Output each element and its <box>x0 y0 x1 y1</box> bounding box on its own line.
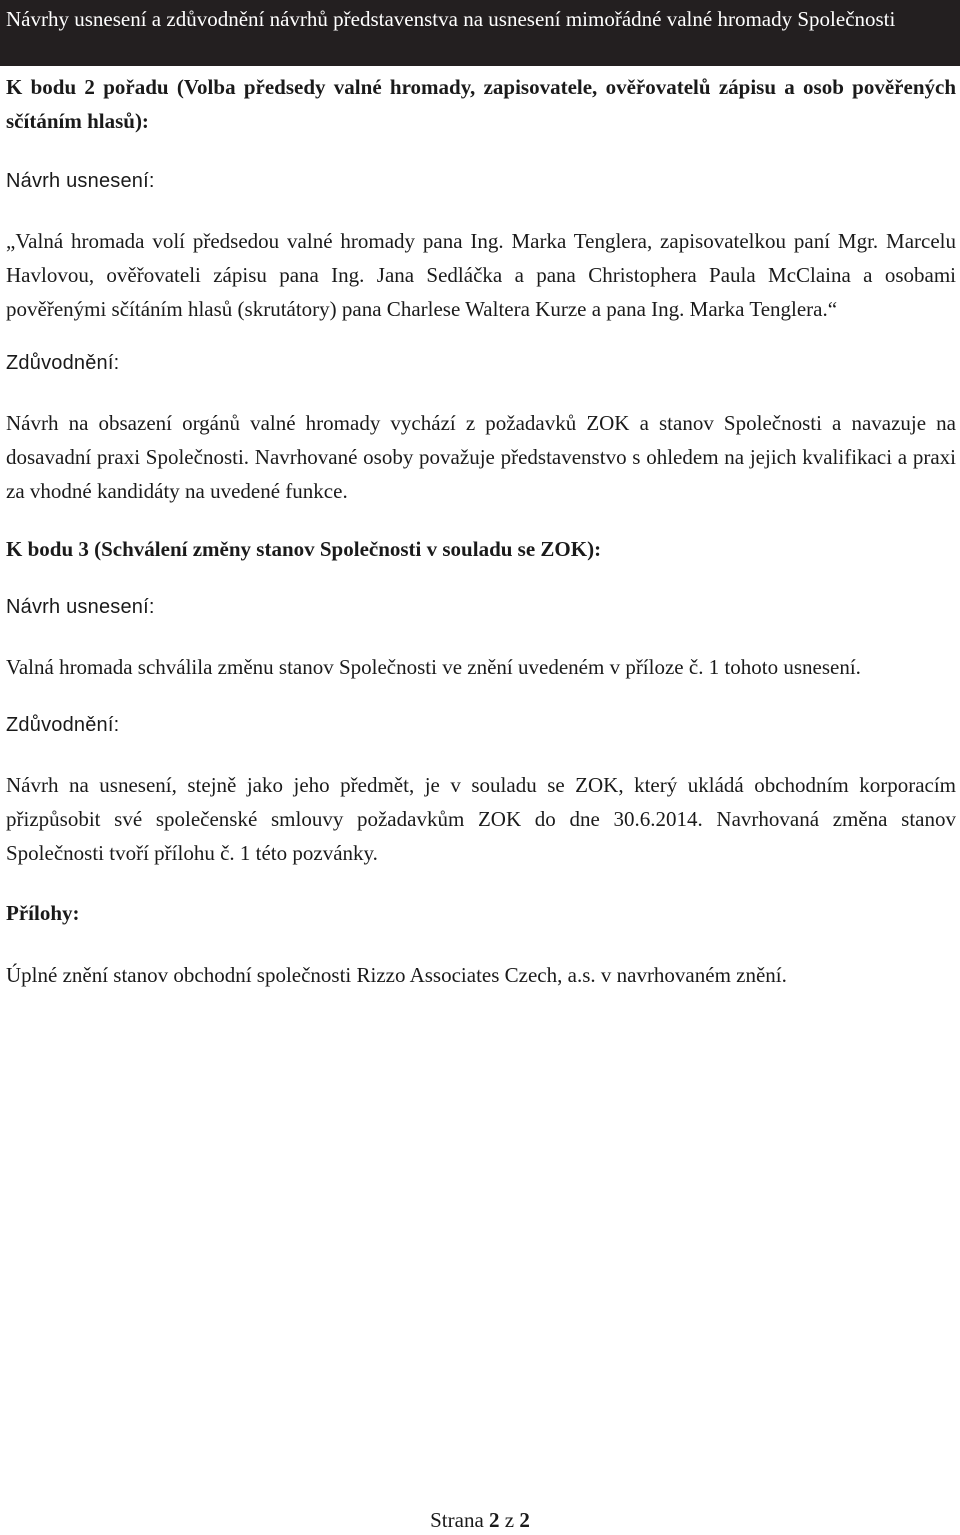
section-header-title: Návrhy usnesení a zdůvodnění návrhů představenstva na usnesení mimořádné valné hromady Společnosti <box>6 7 896 31</box>
item3-proposal-label: Návrh usnesení: <box>6 596 155 618</box>
item3-proposal-text: Valná hromada schválila změnu stanov Společnosti ve znění uvedeném v příloze č. 1 tohoto usnesení. <box>6 655 861 679</box>
document-body <box>6 70 956 992</box>
item2-heading: K bodu 2 pořadu (Volba předsedy valné hromady, zapisovatele, ověřovatelů zápisu a osob pověřených sčítáním hlasů): <box>6 75 956 133</box>
item2-proposal-text: „Valná hromada volí předsedou valné hromady pana Ing. Marka Tenglera, zapisovatelkou paní Mgr. Marcelu Havlovou, ověřovateli zápisu pana Ing. Jana Sedláčka a pana Christophera Paula McClaina a osobami pověřenými sčítáním hlasů (skrutátory) pana Charlese Waltera Kurze a pana Ing. Marka Tenglera.“ <box>6 229 956 321</box>
item3-justification-label: Zdůvodnění: <box>6 714 120 736</box>
section-header <box>0 0 960 66</box>
item2-justification-label: Zdůvodnění: <box>6 352 120 374</box>
attachments-text: Úplné znění stanov obchodní společnosti Rizzo Associates Czech, a.s. v navrhovaném znění. <box>6 963 787 987</box>
footer-prefix: Strana <box>430 1508 490 1532</box>
attachments-heading: Přílohy: <box>6 901 80 925</box>
footer-current-page: 2 <box>489 1508 500 1532</box>
footer-total-pages: 2 <box>519 1508 530 1532</box>
item2-justification-text: Návrh na obsazení orgánů valné hromady vychází z požadavků ZOK a stanov Společnosti a navazuje na dosavadní praxi Společnosti. Navrhované osoby považuje představenstvo s ohledem na jejich kvalifikaci a praxi za vhodné kandidáty na uvedené funkce. <box>6 411 956 503</box>
item3-heading: K bodu 3 (Schválení změny stanov Společnosti v souladu se ZOK): <box>6 537 602 561</box>
footer-middle: z <box>499 1508 520 1532</box>
item3-justification-text: Návrh na usnesení, stejně jako jeho předmět, je v souladu se ZOK, který ukládá obchodním korporacím přizpůsobit své společenské smlouvy požadavkům ZOK do dne 30.6.2014. Navrhovaná změna stanov Společnosti tvoří přílohu č. 1 této pozvánky. <box>6 773 956 865</box>
item2-proposal-label: Návrh usnesení: <box>6 170 155 192</box>
page-footer <box>0 1505 960 1535</box>
